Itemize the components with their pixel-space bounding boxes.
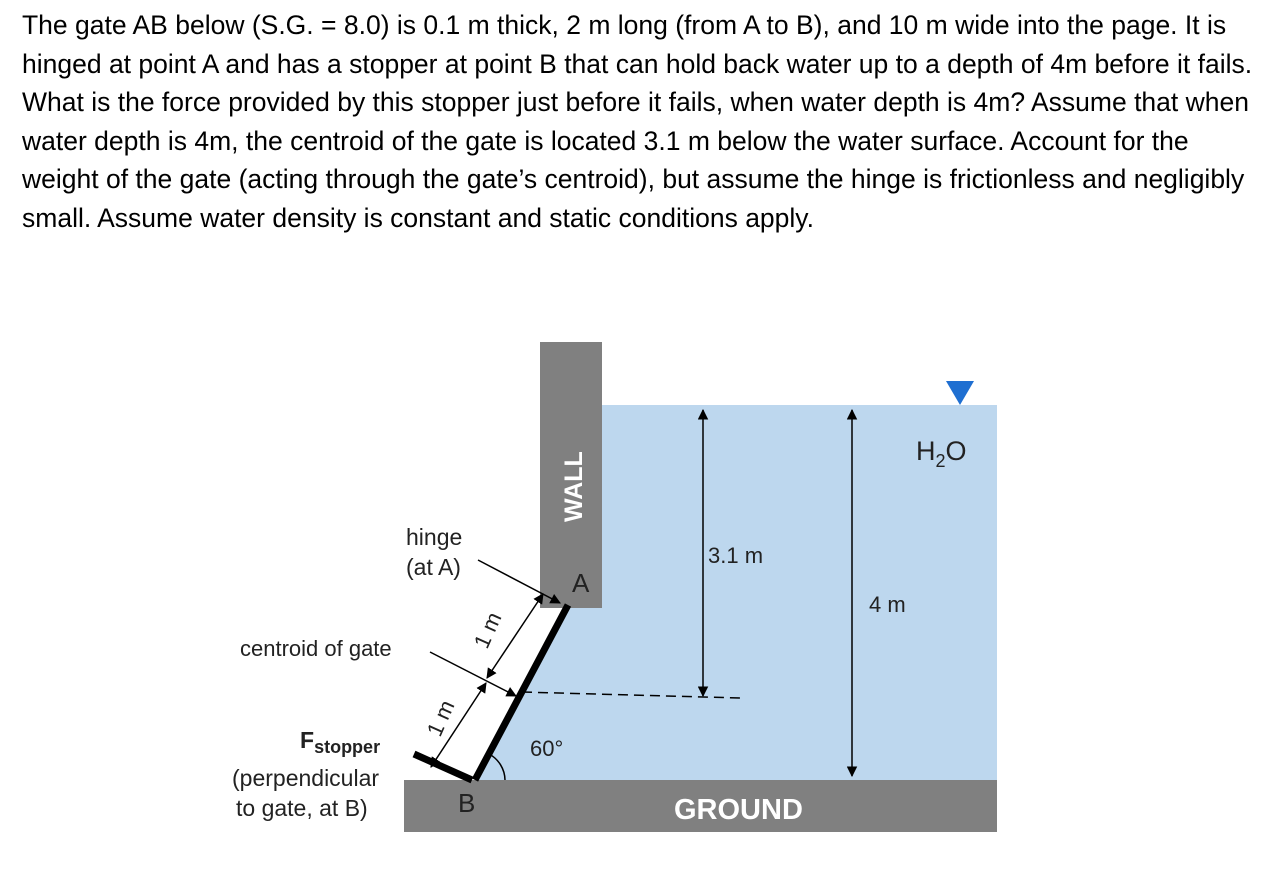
point-b-label: B [458,788,476,818]
angle-label: 60° [530,736,564,761]
water-surface-marker [946,381,974,405]
centroid-label: centroid of gate [240,636,392,661]
hinge-label-line2: (at A) [406,554,461,580]
stopper-note-line1: (perpendicular [232,765,380,791]
ground-label: GROUND [674,794,803,826]
dim-lower-label: 1 m [421,696,460,741]
hinge-label-line1: hinge [406,524,463,550]
wall-label: WALL [560,451,588,522]
point-a-label: A [572,568,590,598]
dim-centroid-depth-label: 3.1 m [708,543,764,568]
stopper-force-label: $F_{stopper}$ [300,727,381,757]
stopper [414,754,472,780]
fluid-label: $H_2O$ [916,436,967,471]
stopper-note-line2: to gate, at B) [236,795,368,821]
dim-total-depth-label: 4 m [869,592,906,617]
centroid-pointer [430,652,516,696]
dim-upper-label: 1 m [468,608,507,653]
problem-statement: The gate AB below (S.G. = 8.0) is 0.1 m thick, 2 m long (from A to B), and 10 m wide into the page. It is hinged at point A and has a stopper at point B that can hold back water up to a depth of 4m before it fails. What is the force provided by this stopper just before it fails, when water depth is 4m? Assume that when water depth is 4m, the centroid of the gate is located 3.1 m below the water surface. Account for the weight of the gate (acting through the gate’s centroid), but assume the hinge is frictionless and negligibly small. Assume water density is constant and static conditions apply. [22,10,1253,233]
